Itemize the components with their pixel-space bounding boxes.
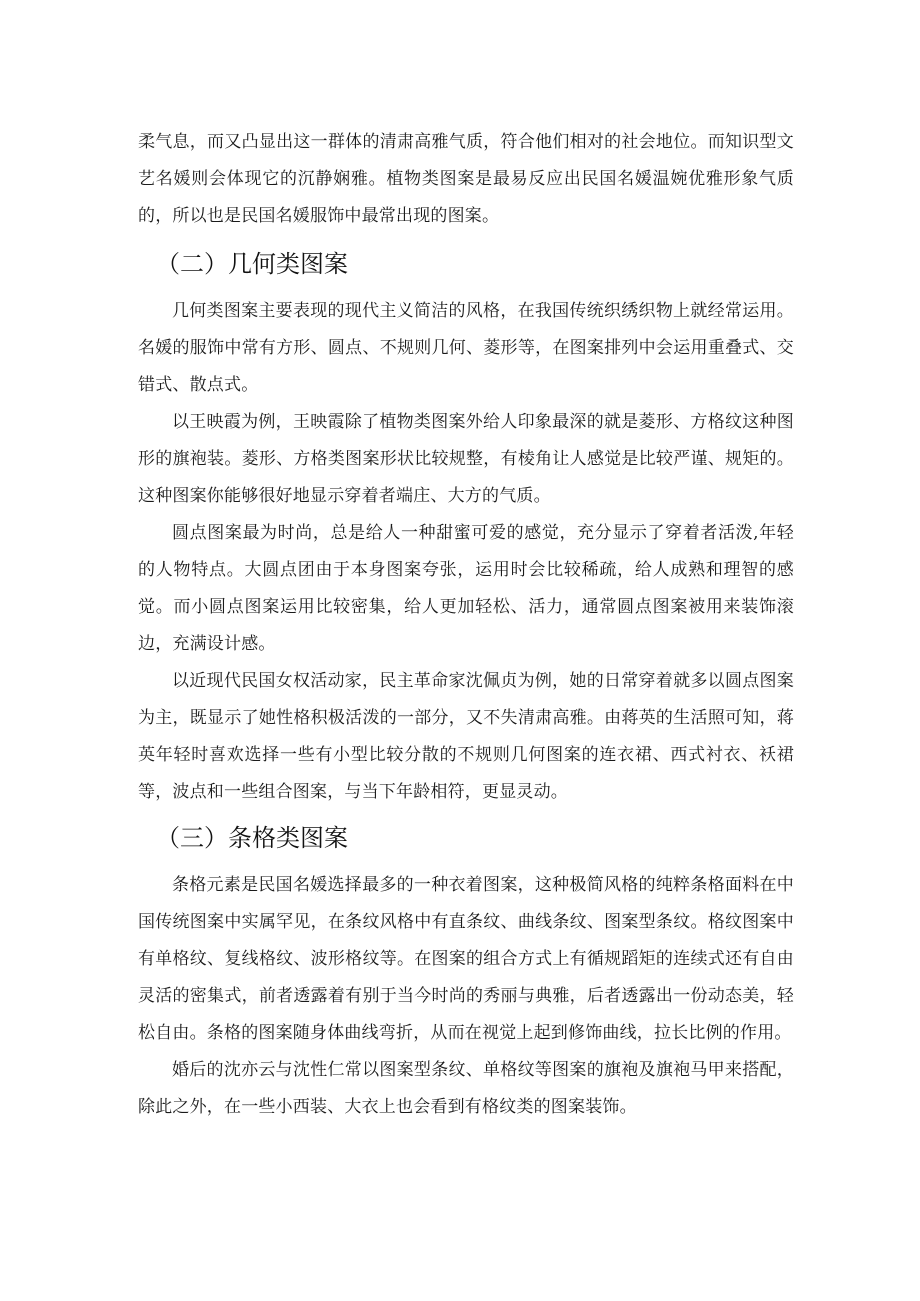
intro-paragraph: 柔气息，而又凸显出这一群体的清肃高雅气质，符合他们相对的社会地位。而知识型文艺名媛则会体现它的沉静娴雅。植物类图案是最易反应出民国名媛温婉优雅形象气质的，所以也是民国名媛服饰中最常出现的图案。 bbox=[138, 132, 794, 226]
stripes-paragraph-1: 条格元素是民国名媛选择最多的一种衣着图案，这种极简风格的纯粹条格面料在中国传统图案中实属罕见，在条纹风格中有直条纹、曲线条纹、图案型条纹。格纹图案中有单格纹、复线格纹、波形格纹等。在图案的组合方式上有循规蹈矩的连续式还有自由灵活的密集式，前者透露着有别于当今时尚的秀丽与典雅，后者透露出一份动态美，轻松自由。条格的图案随身体曲线弯折，从而在视觉上起到修饰曲线，拉长比例的作用。 bbox=[138, 875, 794, 1043]
geometric-paragraph-4: 以近现代民国女权活动家，民主革命家沈佩贞为例，她的日常穿着就多以圆点图案为主，既显示了她性格积极活泼的一部分，又不失清肃高雅。由蒋英的生活照可知，蒋英年轻时喜欢选择一些有小型比较分散的不规则几何图案的连衣裙、西式衬衣、袄裙等，波点和一些组合图案，与当下年龄相符，更显灵动。 bbox=[138, 671, 794, 802]
geometric-paragraph-1: 几何类图案主要表现的现代主义简洁的风格，在我国传统织绣织物上就经常运用。名媛的服饰中常有方形、圆点、不规则几何、菱形等，在图案排列中会运用重叠式、交错式、散点式。 bbox=[138, 301, 794, 395]
geometric-paragraph-3: 圆点图案最为时尚，总是给人一种甜蜜可爱的感觉，充分显示了穿着者活泼,年轻的人物特点。大圆点团由于本身图案夸张，运用时会比较稀疏，给人成熟和理智的感觉。而小圆点图案运用比较密集，给人更加轻松、活力，通常圆点图案被用来装饰滚边，充满设计感。 bbox=[138, 523, 794, 654]
stripes-paragraph-2: 婚后的沈亦云与沈性仁常以图案型条纹、单格纹等图案的旗袍及旗袍马甲来搭配，除此之外，在一些小西装、大衣上也会看到有格纹类的图案装饰。 bbox=[138, 1060, 794, 1117]
section-heading-geometric: （二）几何类图案 bbox=[156, 250, 348, 278]
geometric-paragraph-2: 以王映霞为例，王映霞除了植物类图案外给人印象最深的就是菱形、方格纹这种图形的旗袍装。菱形、方格类图案形状比较规整，有棱角让人感觉是比较严谨、规矩的。这种图案你能够很好地显示穿着者端庄、大方的气质。 bbox=[138, 412, 794, 506]
section-heading-stripes: （三）条格类图案 bbox=[156, 824, 348, 852]
